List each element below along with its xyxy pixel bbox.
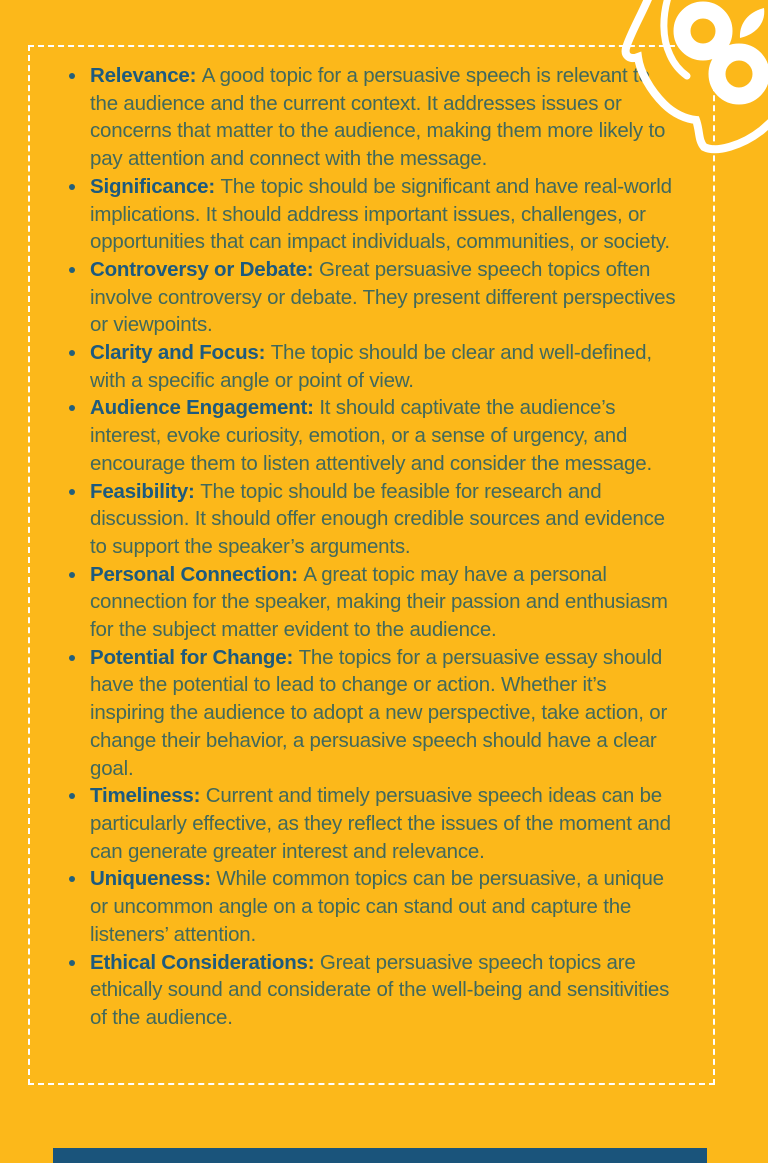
item-label: Uniqueness: (90, 867, 217, 891)
item-label: Timeliness: (90, 784, 206, 808)
item-text: Great persuasive speech topics often involve controversy or debate. They present different perspectives or viewpoints. (90, 257, 676, 337)
item-label: Relevance: (90, 64, 202, 87)
list-item (90, 644, 678, 783)
owl-leaf (740, 8, 764, 38)
item-label: Audience Engagement: (90, 396, 320, 420)
list-item (90, 478, 678, 561)
item-text: A good topic for a persuasive speech is relevant to the audience and the current context. It addresses issues or concerns that matter to the audience, making them more likely to pay attention and connect with the message. (90, 64, 666, 171)
criteria-list (30, 47, 713, 1032)
list-item (90, 782, 678, 865)
item-label: Controversy or Debate: (90, 257, 319, 281)
list-item (90, 561, 678, 644)
item-text: The topic should be clear and well-defined, with a specific angle or point of view. (90, 341, 652, 392)
dashed-frame (28, 45, 715, 1085)
item-label: Feasibility: (90, 479, 201, 503)
item-text: The topic should be feasible for research and discussion. It should offer enough credible sources and evidence to support the speaker’s arguments. (90, 479, 665, 558)
item-label: Significance: (90, 174, 221, 198)
list-item (90, 256, 678, 339)
list-item (90, 394, 678, 477)
item-label: Potential for Change: (90, 645, 299, 669)
item-text: While common topics can be persuasive, a unique or uncommon angle on a topic can stand out and capture the listeners’ attention. (90, 867, 664, 946)
list-item (90, 173, 678, 256)
item-label: Clarity and Focus: (90, 341, 271, 365)
bottom-accent-bar (53, 1148, 707, 1163)
item-text: Current and timely persuasive speech ideas can be particularly effective, as they reflect the issues of the moment and can generate greater interest and relevance. (90, 784, 671, 863)
item-text: Great persuasive speech topics are ethically sound and considerate of the well-being and sensitivities of the audience. (90, 950, 670, 1029)
list-item (90, 949, 678, 1032)
item-text: The topics for a persuasive essay should have the potential to lead to change or action. Whether it’s inspiring the audience to adopt a new perspective, take action, or change their behavior, a persuasive speech should have a clear goal. (90, 645, 668, 780)
item-text: The topic should be significant and have real-world implications. It should address important issues, challenges, or opportunities that can impact individuals, communities, or society. (90, 174, 672, 254)
item-text: It should captivate the audience’s interest, evoke curiosity, emotion, or a sense of urgency, and encourage them to listen attentively and consider the message. (90, 396, 652, 475)
item-label: Ethical Considerations: (90, 950, 320, 974)
list-item (90, 339, 678, 394)
item-label: Personal Connection: (90, 562, 304, 586)
owl-eye-lower (717, 52, 761, 96)
list-item (90, 865, 678, 948)
list-item (90, 62, 678, 173)
item-text: A great topic may have a personal connection for the speaker, making their passion and enthusiasm for the subject matter evident to the audience. (90, 562, 668, 642)
